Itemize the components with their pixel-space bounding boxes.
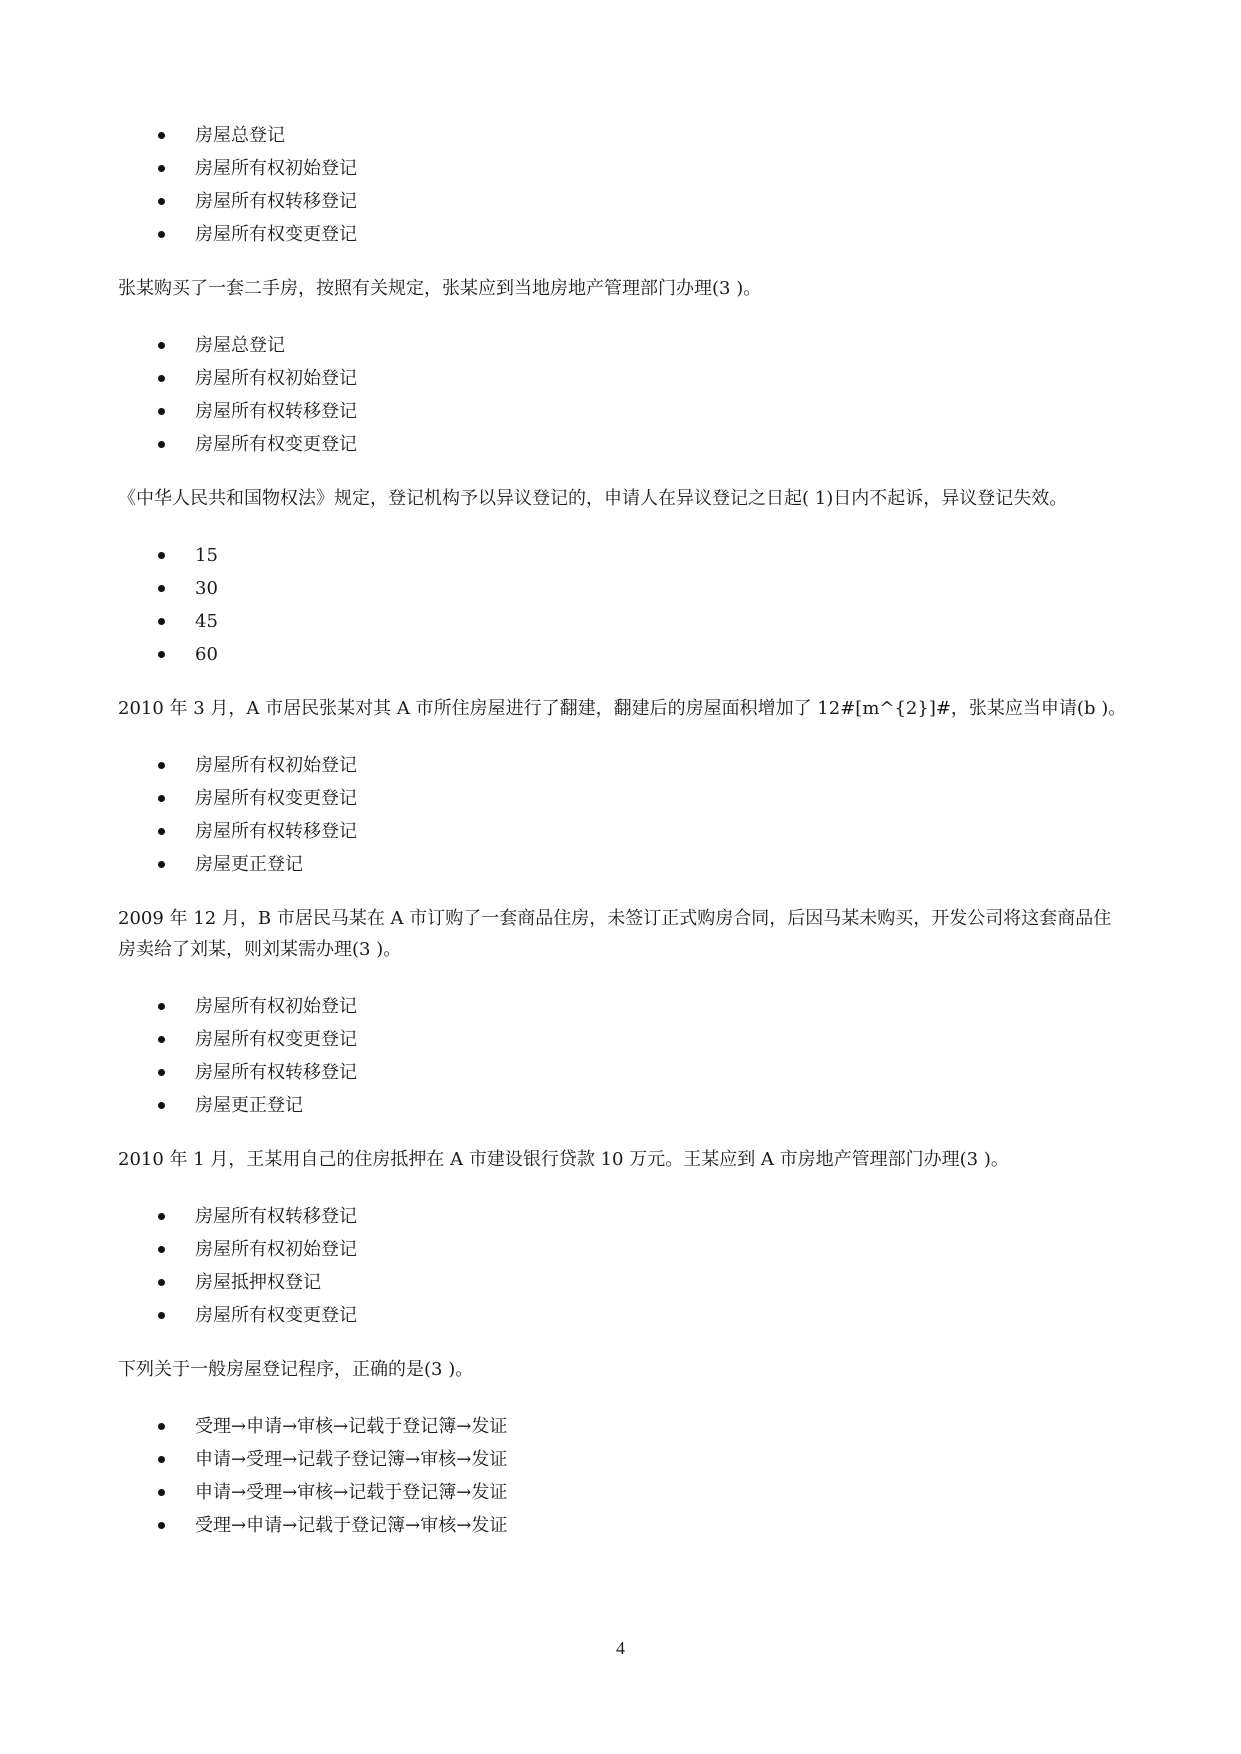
- list-item: 房屋所有权变更登记: [118, 1023, 1128, 1056]
- list-item: 房屋所有权转移登记: [118, 815, 1128, 848]
- list-item: 房屋更正登记: [118, 848, 1128, 881]
- list-item: 房屋更正登记: [118, 1089, 1128, 1122]
- list-item: 房屋所有权初始登记: [118, 990, 1128, 1023]
- question-text: 《中华人民共和国物权法》规定，登记机构予以异议登记的，申请人在异议登记之日起( 1)日内不起诉，异议登记失效。: [118, 488, 1068, 509]
- page-number: 4: [616, 1638, 625, 1658]
- list-item: 房屋总登记: [118, 329, 1128, 362]
- option-list: [118, 990, 1128, 1122]
- list-item: 申请→受理→审核→记载于登记簿→发证: [118, 1476, 1128, 1509]
- list-item: 60: [118, 638, 1128, 671]
- page-content: [118, 119, 1128, 1542]
- list-item: 房屋抵押权登记: [118, 1266, 1128, 1299]
- question-text: 下列关于一般房屋登记程序，正确的是(3 )。: [118, 1359, 474, 1380]
- list-item: 房屋所有权初始登记: [118, 1233, 1128, 1266]
- list-item: 受理→申请→审核→记载于登记簿→发证: [118, 1410, 1128, 1443]
- question-text: 张某购买了一套二手房，按照有关规定，张某应到当地房地产管理部门办理(3 )。: [118, 278, 762, 299]
- list-item: 受理→申请→记载于登记簿→审核→发证: [118, 1509, 1128, 1542]
- list-item: 房屋所有权转移登记: [118, 395, 1128, 428]
- list-item: 房屋所有权初始登记: [118, 152, 1128, 185]
- option-list: [118, 329, 1128, 461]
- list-item: 房屋总登记: [118, 119, 1128, 152]
- option-list: [118, 1200, 1128, 1332]
- list-item: 房屋所有权变更登记: [118, 1299, 1128, 1332]
- list-item: 房屋所有权变更登记: [118, 782, 1128, 815]
- list-item: 房屋所有权初始登记: [118, 749, 1128, 782]
- list-item: 房屋所有权变更登记: [118, 218, 1128, 251]
- list-item: 45: [118, 605, 1128, 638]
- option-list: [118, 1410, 1128, 1542]
- option-list: [118, 539, 1128, 671]
- option-list: [118, 119, 1128, 251]
- question-text: 2009 年 12 月，B 市居民马某在 A 市订购了一套商品住房，未签订正式购房合同，后因马某未购买，开发公司将这套商品住房卖给了刘某，则刘某需办理(3 )。: [118, 908, 1112, 960]
- list-item: 房屋所有权转移登记: [118, 1056, 1128, 1089]
- list-item: 房屋所有权变更登记: [118, 428, 1128, 461]
- question-text: 2010 年 3 月，A 市居民张某对其 A 市所住房屋进行了翻建，翻建后的房屋面积增加了 12#[m^{2}]#，张某应当申请(b )。: [118, 698, 1127, 719]
- list-item: 房屋所有权转移登记: [118, 185, 1128, 218]
- list-item: 30: [118, 572, 1128, 605]
- list-item: 15: [118, 539, 1128, 572]
- list-item: 房屋所有权初始登记: [118, 362, 1128, 395]
- option-list: [118, 749, 1128, 881]
- question-text: 2010 年 1 月，王某用自己的住房抵押在 A 市建设银行贷款 10 万元。王某应到 A 市房地产管理部门办理(3 )。: [118, 1149, 1009, 1170]
- list-item: 申请→受理→记载子登记簿→审核→发证: [118, 1443, 1128, 1476]
- list-item: 房屋所有权转移登记: [118, 1200, 1128, 1233]
